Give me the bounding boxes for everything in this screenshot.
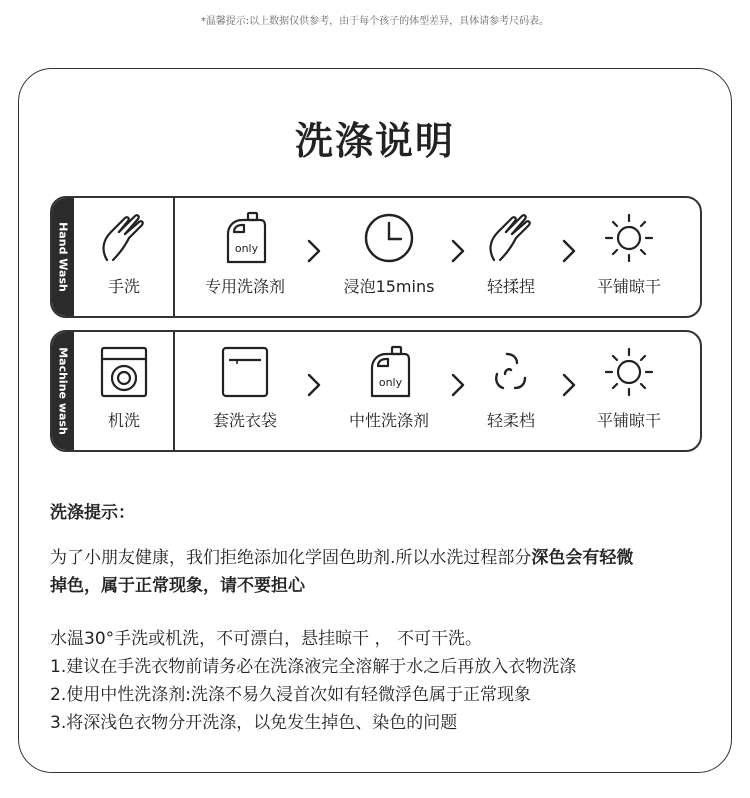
machine-wash-main: 机洗: [69, 344, 179, 431]
tip-line: 水温30°手洗或机洗，不可漂白，悬挂晾干 ， 不可干洗。: [50, 629, 482, 649]
detergent-bottle-icon: [220, 210, 270, 266]
machine-wash-panel: [50, 330, 702, 452]
step-gentle-knead: 轻揉捏: [456, 210, 566, 297]
step-laundry-bag: 套洗衣袋: [190, 344, 300, 431]
sun-icon: [601, 344, 657, 400]
hand-wash-main: 手洗: [69, 210, 179, 297]
page-title: 洗涤说明: [294, 119, 455, 163]
tip-line: 1.建议在手洗衣物前请务必在洗涤液完全溶解于水之后再放入衣物洗涤: [50, 657, 577, 677]
hand-icon: [482, 210, 540, 266]
hand-wash-panel: [50, 196, 702, 318]
washing-machine-icon: [98, 344, 150, 400]
svg-text:only: only: [378, 376, 403, 389]
step-flat-dry: 平铺晾干: [574, 344, 684, 431]
step-neutral-detergent: only 中性洗涤剂: [334, 344, 444, 431]
chevron-right-icon: [306, 370, 322, 400]
hand-icon: [95, 210, 153, 266]
size-disclaimer: *温馨提示:以上数据仅供参考，由于每个孩子的体型差异，具体请参考尺码表。: [200, 16, 550, 27]
step-soak: 浸泡15mins: [334, 210, 444, 297]
gentle-cycle-icon: [483, 344, 539, 400]
step-detergent: only 专用洗涤剂: [190, 210, 300, 297]
tips-paragraph: 为了小朋友健康，我们拒绝添加化学固色助剂.所以水洗过程部分深色会有轻微 掉色，属于正常现象，请不要担心: [50, 548, 634, 596]
step-gentle-cycle: 轻柔档: [456, 344, 566, 431]
tips-heading: 洗涤提示：: [50, 503, 135, 523]
tip-line: 3.将深浅色衣物分开洗涤，以免发生掉色、染色的问题: [50, 713, 458, 733]
svg-text:only: only: [234, 242, 259, 255]
detergent-bottle-icon: [364, 344, 414, 400]
step-flat-dry: 平铺晾干: [574, 210, 684, 297]
sun-icon: [601, 210, 657, 266]
chevron-right-icon: [306, 236, 322, 266]
machine-wash-side-tab: Machine wash: [52, 332, 74, 450]
hand-wash-side-tab: Hand Wash: [52, 198, 74, 316]
clock-icon: [361, 210, 417, 266]
tip-line: 2.使用中性洗涤剂:洗涤不易久浸首次如有轻微浮色属于正常现象: [50, 685, 531, 705]
laundry-bag-icon: [219, 344, 271, 400]
